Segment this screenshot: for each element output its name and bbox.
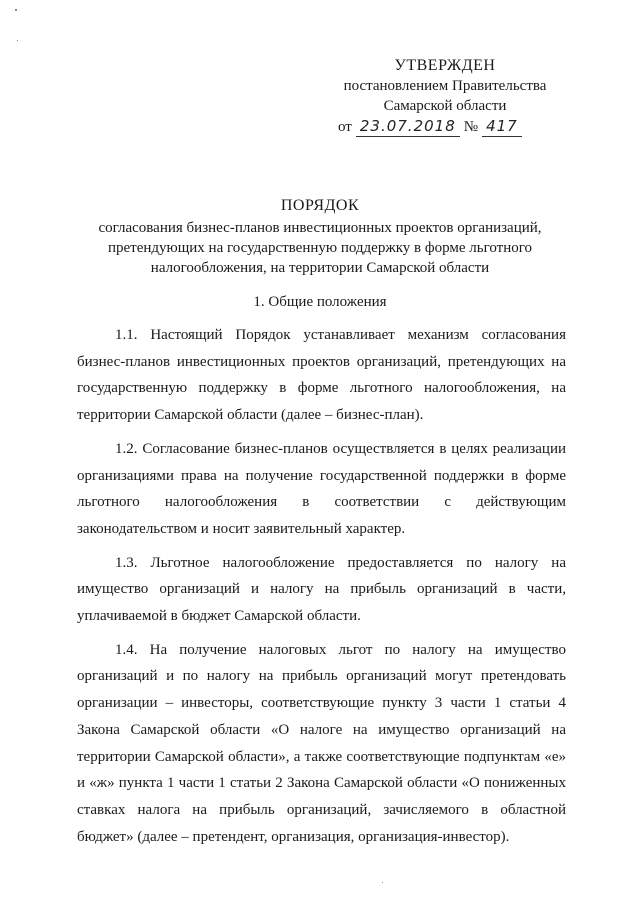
document-title: ПОРЯДОК	[280, 197, 360, 214]
approval-stamp	[330, 56, 560, 137]
scan-speck	[15, 9, 17, 11]
section-heading: 1. Общие положения	[253, 294, 387, 310]
handwritten-date: 23.07.2018	[356, 116, 460, 137]
paragraph: 1.3. Льготное налогообложение предоставляется по налогу на имущество организаций и налогу на прибыль организаций в части, уплачиваемой в бюджет Самарской области.	[77, 554, 566, 625]
document-title-block	[80, 196, 560, 278]
approval-line-2: Самарской области	[383, 98, 507, 114]
handwritten-number: 417	[482, 116, 522, 137]
date-prefix: от	[338, 119, 352, 135]
paragraph: 1.1. Настоящий Порядок устанавливает механизм согласования бизнес-планов инвестиционных проектов организаций, претендующих на государственную поддержку в форме льготного налогообложения, на территории Самарской области (далее – бизнес-план).	[77, 327, 566, 424]
scan-speck	[382, 882, 383, 883]
paragraph: 1.4. На получение налоговых льгот по налогу на имущество организаций и по налогу на прибыль организаций могут претендовать организации – инвесторы, соответствующие пункту 3 части 1 статьи 4 Закона Самарской области «О налоге на имущество организаций на территории Самарской области», а также соответствующие подпунктам «е» и «ж» пункта 1 части 1 статьи 2 Закона Самарской области «О пониженных ставках налога на прибыль организаций, зачисляемого в областной бюджет» (далее – претендент, организация, организация-инвестор).	[77, 641, 566, 845]
document-subtitle: согласования бизнес-планов инвестиционных проектов организаций, претендующих на государственную поддержку в форме льготного налогообложения, на территории Самарской области	[98, 220, 542, 276]
document-body	[77, 322, 566, 857]
paragraph: 1.2. Согласование бизнес-планов осуществляется в целях реализации организациями права на получение государственной поддержки в форме льготного налогообложения в соответствии с действующим законодательством и носит заявительный характер.	[77, 440, 566, 537]
approval-line-1: постановлением Правительства	[343, 78, 547, 94]
scan-speck	[17, 40, 18, 41]
number-sign: №	[463, 119, 479, 135]
approval-date-line	[338, 116, 560, 137]
approval-title: УТВЕРЖДЕН	[394, 57, 496, 74]
